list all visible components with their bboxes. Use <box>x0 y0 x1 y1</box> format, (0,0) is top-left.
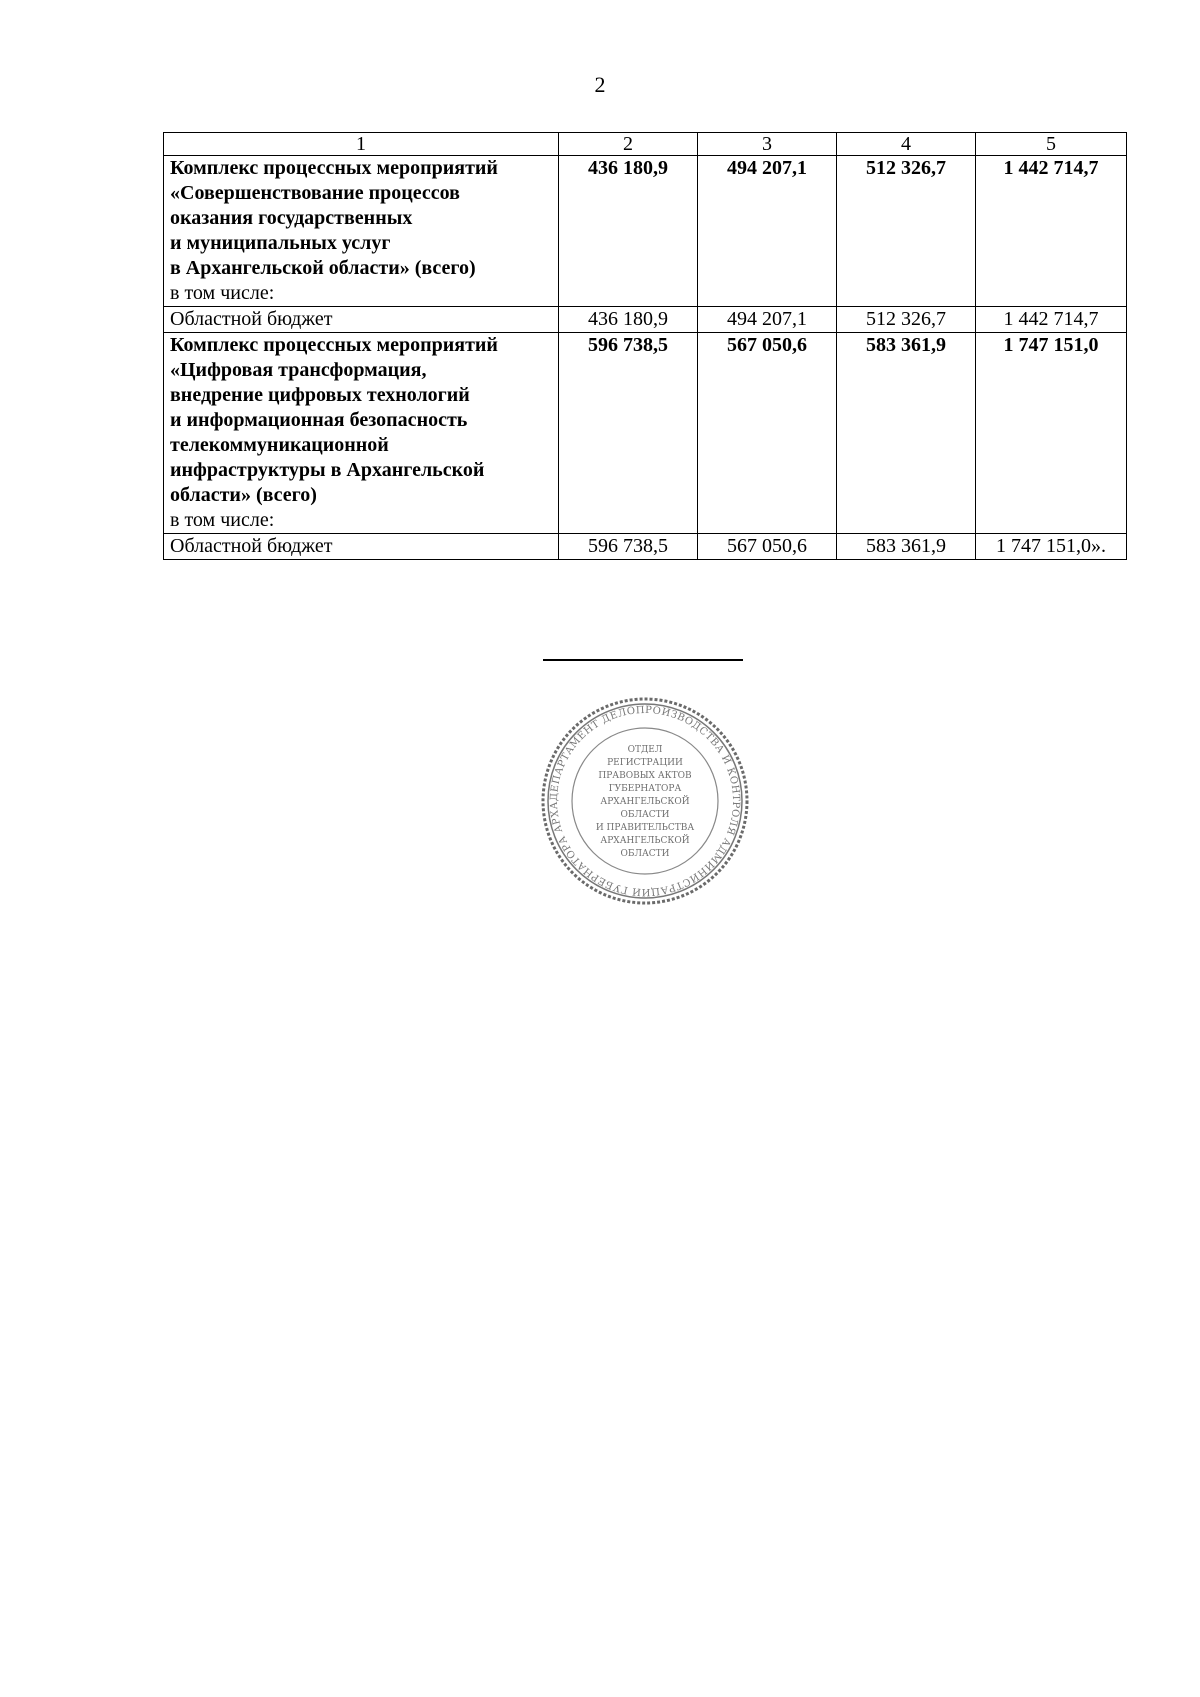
row-title-line: внедрение цифровых технологий <box>170 384 470 406</box>
table-header-row <box>164 133 1127 156</box>
svg-text:ДЕПАРТАМЕНТ ДЕЛОПРОИЗВОДСТВА И: ДЕПАРТАМЕНТ ДЕЛОПРОИЗВОДСТВА И КОНТРОЛЯ АДМИНИСТРАЦИИ ГУБЕРНАТОРА АРХА <box>548 704 742 898</box>
row-title-line: Комплекс процессных мероприятий <box>170 334 498 356</box>
seal-center-line: ОБЛАСТИ <box>620 810 670 820</box>
value-cell: 1 747 151,0 <box>976 333 1127 534</box>
value-cell: 583 361,9 <box>837 534 976 560</box>
value-cell: 1 747 151,0». <box>976 534 1127 560</box>
closing-divider <box>543 659 743 661</box>
row-title-line: Комплекс процессных мероприятий <box>170 157 498 179</box>
row-title-line: инфраструктуры в Архангельской <box>170 459 485 481</box>
seal-center-line: ОБЛАСТИ <box>620 849 670 859</box>
row-title-cell <box>164 156 559 307</box>
row-title-line: «Цифровая трансформация, <box>170 359 427 381</box>
page-number: 2 <box>594 72 606 97</box>
row-title-line: Областной бюджет <box>170 535 333 557</box>
value-cell: 512 326,7 <box>837 307 976 333</box>
column-header: 5 <box>976 133 1127 156</box>
seal-center-line: АРХАНГЕЛЬСКОЙ <box>600 797 690 807</box>
seal-center-line: РЕГИСТРАЦИИ <box>607 758 683 768</box>
value-cell: 567 050,6 <box>698 333 837 534</box>
value-cell: 567 050,6 <box>698 534 837 560</box>
row-note: в том числе: <box>170 282 275 304</box>
value-cell: 583 361,9 <box>837 333 976 534</box>
row-note: в том числе: <box>170 509 275 531</box>
row-title-line: и муниципальных услуг <box>170 232 391 254</box>
value-cell: 596 738,5 <box>559 333 698 534</box>
row-title-line: оказания государственных <box>170 207 413 229</box>
budget-table <box>163 132 1127 560</box>
row-title-line: телекоммуникационной <box>170 434 389 456</box>
official-seal <box>541 697 749 905</box>
value-cell: 436 180,9 <box>559 307 698 333</box>
row-title-cell <box>164 534 559 560</box>
seal-center-line: АРХАНГЕЛЬСКОЙ <box>600 836 690 846</box>
seal-center-line: ОТДЕЛ <box>627 745 663 755</box>
row-title-line: в Архангельской области» (всего) <box>170 257 476 279</box>
seal-center-line: ПРАВОВЫХ АКТОВ <box>598 771 692 781</box>
value-cell: 436 180,9 <box>559 156 698 307</box>
seal-graphic <box>541 697 749 905</box>
column-header: 3 <box>698 133 837 156</box>
row-title-cell <box>164 333 559 534</box>
value-cell: 494 207,1 <box>698 156 837 307</box>
row-title-line: «Совершенствование процессов <box>170 182 460 204</box>
seal-center-line: ГУБЕРНАТОРА <box>608 784 682 794</box>
table-row <box>164 333 1127 534</box>
row-title-line: и информационная безопасность <box>170 409 468 431</box>
table-row <box>164 534 1127 560</box>
column-header: 4 <box>837 133 976 156</box>
row-title-cell <box>164 307 559 333</box>
column-header: 1 <box>164 133 559 156</box>
row-title-line: области» (всего) <box>170 484 317 506</box>
value-cell: 512 326,7 <box>837 156 976 307</box>
column-header: 2 <box>559 133 698 156</box>
value-cell: 494 207,1 <box>698 307 837 333</box>
value-cell: 596 738,5 <box>559 534 698 560</box>
seal-center-line: И ПРАВИТЕЛЬСТВА <box>595 823 695 833</box>
value-cell: 1 442 714,7 <box>976 307 1127 333</box>
table-row <box>164 156 1127 307</box>
value-cell: 1 442 714,7 <box>976 156 1127 307</box>
table-row <box>164 307 1127 333</box>
row-title-line: Областной бюджет <box>170 308 333 330</box>
